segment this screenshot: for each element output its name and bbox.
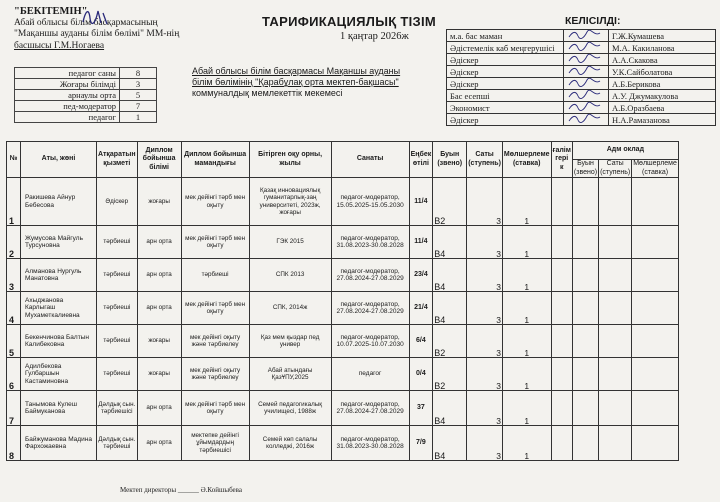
col-grade: Саты (ступень)	[467, 142, 503, 178]
employee-grade: 3	[467, 426, 503, 461]
stat-row	[15, 112, 157, 123]
stat-value: 7	[120, 101, 157, 112]
org-line-3: коммуналдық мемлекеттік мекемесі	[192, 88, 343, 98]
agreed-name: Н.А.Рамазанова	[609, 114, 716, 126]
employee-coef: 1	[502, 292, 551, 325]
agreed-name: Г.Ж.Кумашева	[609, 30, 716, 42]
employee-experience: 0/4	[409, 358, 433, 391]
pay-rate	[632, 426, 679, 461]
pay-grade	[599, 226, 632, 259]
employee-specialty: мек дейінгі тәрб мен оқыту	[181, 178, 249, 226]
employee-experience: 23/4	[409, 259, 433, 292]
employee-position: Дәлдық сын. тәрбиеші	[97, 426, 138, 461]
employee-extra	[551, 226, 572, 259]
col-pay-grade: Саты (ступень)	[600, 160, 631, 176]
employee-experience: 11/4	[409, 178, 433, 226]
agreed-position: Бас есепші	[447, 90, 564, 102]
employee-extra	[551, 259, 572, 292]
employee-grade: 3	[467, 358, 503, 391]
employee-link: B2	[433, 325, 467, 358]
approve-line-1: Абай облысы білім басқармасының	[14, 17, 158, 28]
row-number: 3	[7, 259, 21, 292]
employee-education: арн орта	[137, 226, 181, 259]
employee-link: B4	[433, 391, 467, 426]
employee-education: арн орта	[137, 259, 181, 292]
col-position: Атқаратын қызметі	[97, 142, 138, 178]
col-category: Санаты	[331, 142, 409, 178]
employee-name: Жумусова Майгуль Турсуновна	[21, 226, 97, 259]
pay-link	[572, 259, 598, 292]
approve-line-3: басшысы Г.М.Ногаева	[14, 40, 105, 51]
employee-position: Дәлдық сын. тәрбиешісі	[97, 391, 138, 426]
head-signature-icon	[80, 5, 110, 27]
employee-extra	[551, 178, 572, 226]
signature-icon	[567, 114, 603, 123]
pay-link	[572, 226, 598, 259]
employee-coef: 1	[502, 178, 551, 226]
employee-grade: 3	[467, 259, 503, 292]
agreed-name: У.К.Сайболатова	[609, 66, 716, 78]
employee-coef: 1	[502, 259, 551, 292]
agreed-row	[447, 42, 716, 54]
employee-coef: 1	[502, 391, 551, 426]
table-row	[7, 226, 679, 259]
agreed-name: А.Б.Оразбаева	[609, 102, 716, 114]
employee-experience: 21/4	[409, 292, 433, 325]
employee-institution: ГЭК 2015	[249, 226, 331, 259]
employee-institution: Абай атындағы ҚазҰПУ,2025	[249, 358, 331, 391]
stat-row	[15, 79, 157, 90]
stat-row	[15, 90, 157, 101]
employee-category: педагог-модератор, 27.08.2024-27.08.2029	[331, 292, 409, 325]
agreed-position: Әдіскер	[447, 54, 564, 66]
employee-link: B4	[433, 226, 467, 259]
employee-experience: 7/9	[409, 426, 433, 461]
agreed-name: А.У. Джумакулова	[609, 90, 716, 102]
employee-link: B4	[433, 426, 467, 461]
employee-link: B4	[433, 259, 467, 292]
row-number: 4	[7, 292, 21, 325]
employee-experience: 11/4	[409, 226, 433, 259]
employee-institution: СПК 2013	[249, 259, 331, 292]
agreed-name: А.Б.Берикова	[609, 78, 716, 90]
agreed-table	[446, 29, 716, 126]
employee-education: арн орта	[137, 391, 181, 426]
page-title: ТАРИФИКАЦИЯЛЫҚ ТІЗІМ	[262, 14, 437, 29]
pay-rate	[632, 178, 679, 226]
agreed-row	[447, 102, 716, 114]
employee-name: Бекенчинова Балтын Калибековна	[21, 325, 97, 358]
employee-coef: 1	[502, 426, 551, 461]
stat-label: педагог	[15, 112, 120, 123]
approval-block	[14, 6, 224, 52]
employee-education: жоғары	[137, 178, 181, 226]
org-line-2: білім бөлімінің "Қарабұлақ орта мектеп-бақшасы"	[192, 77, 399, 87]
employee-specialty: мектепке дейінгі ұйымдардың тәрбиешісі	[181, 426, 249, 461]
employee-category: педагог-модератор, 10.07.2025-10.07.2030	[331, 325, 409, 358]
table-row	[7, 391, 679, 426]
agreed-signature-cell	[564, 54, 609, 66]
agreed-signature-cell	[564, 30, 609, 42]
employee-coef: 1	[502, 325, 551, 358]
agreed-heading: КЕЛІСІЛДІ:	[565, 15, 621, 27]
employee-link: B2	[433, 358, 467, 391]
employee-category: педагог-модератор, 31.08.2023-30.08.2028	[331, 426, 409, 461]
agreed-signature-cell	[564, 66, 609, 78]
employee-education: жоғары	[137, 325, 181, 358]
employee-category: педагог	[331, 358, 409, 391]
row-number: 7	[7, 391, 21, 426]
stat-label: пед-модератор	[15, 101, 120, 112]
stat-label: Жоғары білімді	[15, 79, 120, 90]
agreed-position: Әдістемелік каб меңгерушісі	[447, 42, 564, 54]
pay-link	[572, 178, 598, 226]
employee-specialty: мек дейінгі оқыту және тәрбиелеу	[181, 358, 249, 391]
stat-label: арнаулы орта	[15, 90, 120, 101]
employee-specialty: мек дейінгі тәрб мен оқыту	[181, 292, 249, 325]
document-date: 1 қаңтар 2026ж	[340, 31, 409, 42]
employee-grade: 3	[467, 226, 503, 259]
agreed-signature-cell	[564, 90, 609, 102]
agreed-signature-cell	[564, 102, 609, 114]
col-specialty: Диплом бойынша мамандығы	[181, 142, 249, 178]
stat-value: 5	[120, 90, 157, 101]
employee-position: тәрбиеші	[97, 358, 138, 391]
agreed-position: Экономист	[447, 102, 564, 114]
approve-heading: "БЕКІТЕМІН"	[14, 6, 88, 17]
employee-extra	[551, 325, 572, 358]
stat-row	[15, 101, 157, 112]
col-link: Буын (звено)	[433, 142, 467, 178]
organization-name	[192, 66, 442, 99]
table-row	[7, 259, 679, 292]
employee-experience: 6/4	[409, 325, 433, 358]
col-pay-group: Адм оклад	[572, 142, 678, 160]
table-row	[7, 426, 679, 461]
employee-extra	[551, 292, 572, 325]
employee-name: Адилбекова Гулбаршын Кастаминовна	[21, 358, 97, 391]
agreed-signature-cell	[564, 78, 609, 90]
employee-institution: Қаз мем қыздар пед универ	[249, 325, 331, 358]
stat-value: 3	[120, 79, 157, 90]
employee-name: Алманова Нургуль Манатовна	[21, 259, 97, 292]
employee-institution: Семей көп салалы колледжі, 2016ж	[249, 426, 331, 461]
pay-grade	[599, 178, 632, 226]
stat-label: педагог саны	[15, 68, 120, 79]
employee-education: арн орта	[137, 292, 181, 325]
table-row	[7, 178, 679, 226]
agreed-signature-cell	[564, 114, 609, 126]
tariff-table	[6, 141, 679, 461]
employee-grade: 3	[467, 292, 503, 325]
col-num: №	[7, 142, 21, 178]
employee-position: тәрбиеші	[97, 259, 138, 292]
row-number: 1	[7, 178, 21, 226]
pay-rate	[632, 259, 679, 292]
employee-specialty: мек дейінгі тәрб мен оқыту	[181, 226, 249, 259]
employee-coef: 1	[502, 226, 551, 259]
pay-link	[572, 391, 598, 426]
row-number: 2	[7, 226, 21, 259]
employee-institution: Қазақ инновациялық гуманитарлық-заң университеті, 2023ж, жоғары	[249, 178, 331, 226]
agreed-position: Әдіскер	[447, 78, 564, 90]
agreed-name: М.А. Какиланова	[609, 42, 716, 54]
agreed-position: Әдіскер	[447, 114, 564, 126]
agreed-row	[447, 54, 716, 66]
row-number: 6	[7, 358, 21, 391]
employee-name: Ахыджанова Карлыгаш Мухаметкалиевна	[21, 292, 97, 325]
employee-name: Байжуманова Мадина Фархожаевна	[21, 426, 97, 461]
pay-grade	[599, 325, 632, 358]
agreed-row	[447, 114, 716, 126]
employee-category: педагог-модератор, 31.08.2023-30.08.2028	[331, 226, 409, 259]
signature-icon	[567, 78, 603, 87]
pay-grade	[599, 426, 632, 461]
employee-grade: 3	[467, 391, 503, 426]
col-name: Аты, жөні	[21, 142, 97, 178]
table-row	[7, 325, 679, 358]
col-extra: ғалім гері к	[551, 142, 572, 178]
pay-grade	[599, 259, 632, 292]
agreed-position: м.а. бас маман	[447, 30, 564, 42]
employee-grade: 3	[467, 178, 503, 226]
pay-rate	[632, 391, 679, 426]
pay-grade	[599, 358, 632, 391]
employee-position: тәрбиеші	[97, 325, 138, 358]
pay-rate	[632, 325, 679, 358]
employee-name: Ракишева Айнур Бебесова	[21, 178, 97, 226]
staff-stats-table	[14, 67, 157, 123]
col-pay-link: Буын (звено)	[573, 160, 598, 176]
employee-link: B4	[433, 292, 467, 325]
employee-institution: СПК, 2014ж	[249, 292, 331, 325]
agreed-position: Әдіскер	[447, 66, 564, 78]
org-line-1: Абай облысы білім басқармасы Мақаншы ауданы	[192, 66, 401, 76]
pay-link	[572, 358, 598, 391]
employee-category: педагог-модератор, 15.05.2025-15.05.2030	[331, 178, 409, 226]
row-number: 8	[7, 426, 21, 461]
agreed-row	[447, 66, 716, 78]
employee-specialty: тәрбиеші	[181, 259, 249, 292]
employee-position: тәрбиеші	[97, 226, 138, 259]
stat-value: 8	[120, 68, 157, 79]
employee-institution: Семей педагогикалық училищесі, 1988ж	[249, 391, 331, 426]
col-experience: Еңбек өтілі	[409, 142, 433, 178]
pay-grade	[599, 292, 632, 325]
col-coef: Мөлшерлеме (ставка)	[502, 142, 551, 178]
employee-name: Танымова Кулеш Баймуканова	[21, 391, 97, 426]
employee-grade: 3	[467, 325, 503, 358]
signature-icon	[567, 54, 603, 63]
employee-position: Әдіскер	[97, 178, 138, 226]
col-institution: Бітірген оқу орны, жылы	[249, 142, 331, 178]
signature-icon	[567, 42, 603, 51]
pay-grade	[599, 391, 632, 426]
col-pay-rate: Мөлшерлеме (ставка)	[633, 160, 677, 176]
employee-extra	[551, 391, 572, 426]
pay-link	[572, 325, 598, 358]
signature-icon	[567, 30, 603, 39]
signature-icon	[567, 66, 603, 75]
employee-education: жоғары	[137, 358, 181, 391]
pay-link	[572, 426, 598, 461]
employee-category: педагог-модератор, 27.08.2024-27.08.2029	[331, 259, 409, 292]
signature-icon	[567, 102, 603, 111]
agreed-row	[447, 30, 716, 42]
employee-experience: 37	[409, 391, 433, 426]
employee-extra	[551, 426, 572, 461]
signature-icon	[567, 90, 603, 99]
employee-specialty: мек дейінгі тәрб мен оқыту	[181, 391, 249, 426]
table-row	[7, 358, 679, 391]
col-education: Диплом бойынша білімі	[137, 142, 181, 178]
stat-row	[15, 68, 157, 79]
agreed-row	[447, 90, 716, 102]
pay-rate	[632, 226, 679, 259]
employee-category: педагог-модератор, 27.08.2024-27.08.2029	[331, 391, 409, 426]
approve-line-2: "Мақаншы ауданы білім бөлімі" ММ-нің	[14, 29, 180, 39]
employee-coef: 1	[502, 358, 551, 391]
employee-specialty: мек дейінгі оқыту және тәрбиелеу	[181, 325, 249, 358]
employee-position: тәрбиеші	[97, 292, 138, 325]
agreed-row	[447, 78, 716, 90]
employee-extra	[551, 358, 572, 391]
employee-education: арн орта	[137, 426, 181, 461]
director-footer: Мектеп директоры ______ Ә.Койшыбева	[120, 486, 242, 494]
pay-link	[572, 292, 598, 325]
pay-rate	[632, 292, 679, 325]
row-number: 5	[7, 325, 21, 358]
pay-rate	[632, 358, 679, 391]
employee-link: B2	[433, 178, 467, 226]
agreed-signature-cell	[564, 42, 609, 54]
table-row	[7, 292, 679, 325]
agreed-name: А.А.Скакова	[609, 54, 716, 66]
stat-value: 1	[120, 112, 157, 123]
